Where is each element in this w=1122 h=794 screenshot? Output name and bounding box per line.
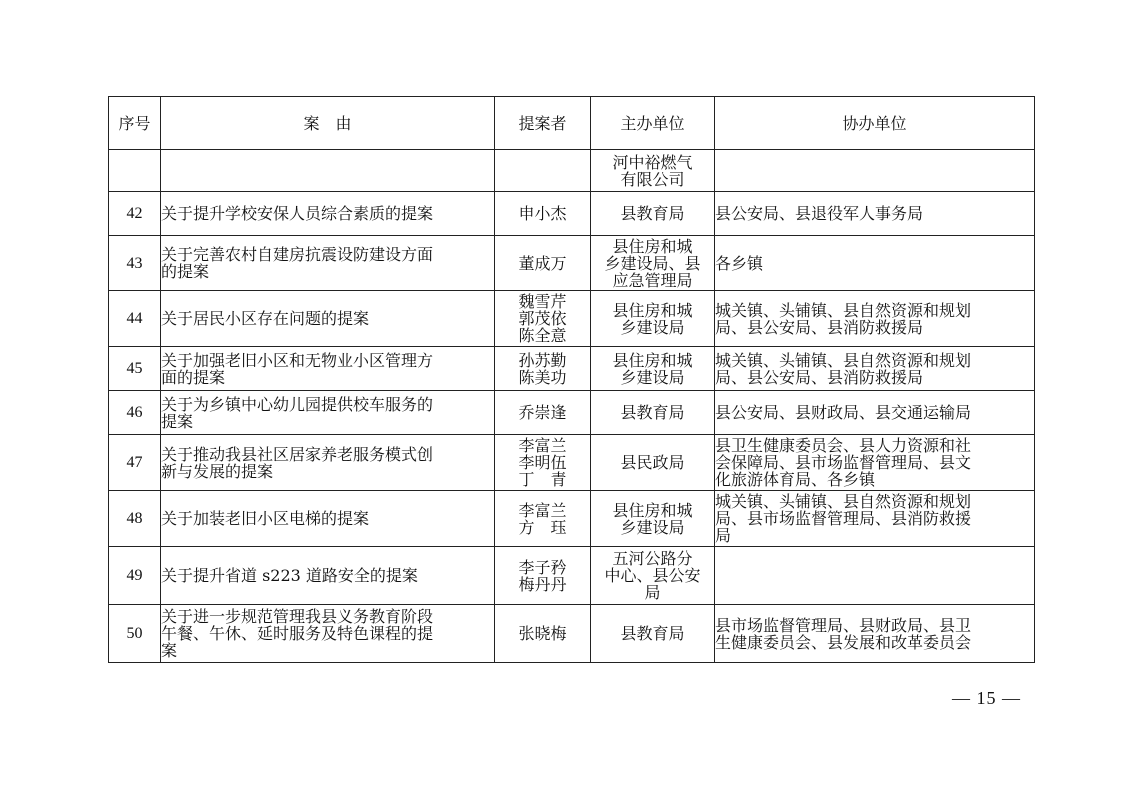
cell-proposer-line: 丁 青 — [518, 470, 567, 489]
table-row — [109, 192, 1035, 236]
cell-proposer-line: 李明伍 — [518, 453, 567, 472]
cell-host-line: 局 — [644, 583, 661, 602]
cell-cohost-line: 各乡镇 — [715, 253, 764, 273]
cell-reason-line: 关于推动我县社区居家养老服务模式创 — [161, 444, 434, 464]
table-row — [109, 150, 1035, 192]
cell-proposer-line: 张晓梅 — [518, 624, 567, 643]
cell-cohost — [715, 391, 1035, 435]
cell-reason-line: 关于进一步规范管理我县义务教育阶段 — [161, 607, 434, 626]
cell-proposer-line: 董成万 — [518, 253, 567, 273]
cell-cohost — [715, 347, 1035, 391]
cell-host — [591, 150, 715, 192]
cell-index: 48 — [109, 491, 161, 547]
cell-reason-line: 关于居民小区存在问题的提案 — [161, 309, 370, 328]
cell-proposer-line: 李富兰 — [518, 500, 567, 520]
table-header-row — [109, 97, 1035, 150]
cell-host — [591, 435, 715, 491]
cell-proposer — [495, 547, 591, 605]
header-index: 序号 — [109, 97, 161, 150]
cell-proposer — [495, 435, 591, 491]
cell-proposer-line: 方 珏 — [518, 517, 567, 537]
cell-index: 46 — [109, 391, 161, 435]
cell-reason-line: 关于为乡镇中心幼儿园提供校车服务的 — [161, 394, 434, 414]
cell-cohost — [715, 150, 1035, 192]
header-cohost: 协办单位 — [715, 97, 1035, 150]
cell-host-line: 县住房和城 — [612, 500, 693, 520]
cell-host-line: 县教育局 — [620, 403, 685, 422]
cell-index: 42 — [109, 192, 161, 236]
cell-cohost — [715, 491, 1035, 547]
cell-host — [591, 347, 715, 391]
cell-host-line: 县住房和城 — [612, 350, 693, 370]
cell-reason — [161, 236, 495, 291]
header-proposer: 提案者 — [495, 97, 591, 150]
cell-cohost — [715, 291, 1035, 347]
cell-proposer-line: 李子矜 — [518, 557, 567, 577]
cell-reason-line: 午餐、午休、延时服务及特色课程的提 — [161, 624, 434, 643]
cell-proposer — [495, 192, 591, 236]
cell-host — [591, 391, 715, 435]
header-reason: 案 由 — [161, 97, 495, 150]
cell-host-line: 乡建设局 — [620, 367, 685, 387]
cell-cohost-line: 县卫生健康委员会、县人力资源和社 — [715, 436, 972, 455]
cell-cohost-line: 县公安局、县财政局、县交通运输局 — [715, 403, 972, 422]
cell-reason-line: 面的提案 — [161, 367, 226, 387]
cell-index — [109, 150, 161, 192]
cell-host-line: 县教育局 — [620, 204, 685, 223]
cell-reason-line: 的提案 — [161, 262, 210, 281]
cell-host — [591, 491, 715, 547]
cell-cohost-line: 局、县公安局、县消防救援局 — [715, 317, 924, 337]
cell-host — [591, 547, 715, 605]
cell-host-line: 县住房和城 — [612, 236, 693, 256]
cell-proposer-line: 乔崇逢 — [518, 403, 567, 422]
cell-proposer-line: 李富兰 — [518, 436, 567, 455]
proposal-table — [108, 96, 1035, 663]
cell-reason — [161, 435, 495, 491]
cell-cohost-line: 县公安局、县退役军人事务局 — [715, 204, 924, 223]
cell-index: 49 — [109, 547, 161, 605]
cell-host-line: 乡建设局 — [620, 317, 685, 337]
table-row — [109, 547, 1035, 605]
table-row — [109, 435, 1035, 491]
cell-index: 44 — [109, 291, 161, 347]
cell-reason-line: 提案 — [161, 411, 194, 431]
cell-reason — [161, 150, 495, 192]
cell-proposer — [495, 347, 591, 391]
cell-cohost-line: 城关镇、头铺镇、县自然资源和规划 — [715, 492, 972, 511]
cell-cohost — [715, 236, 1035, 291]
cell-reason — [161, 291, 495, 347]
cell-reason — [161, 491, 495, 547]
cell-host-line: 中心、县公安 — [604, 566, 701, 585]
cell-proposer — [495, 491, 591, 547]
header-host: 主办单位 — [591, 97, 715, 150]
table-row — [109, 491, 1035, 547]
cell-proposer-line: 郭茂依 — [518, 309, 567, 328]
cell-host — [591, 291, 715, 347]
cell-reason — [161, 347, 495, 391]
cell-host-line: 河中裕燃气 — [612, 152, 693, 172]
table-row — [109, 391, 1035, 435]
cell-host-line: 乡建设局 — [620, 517, 685, 537]
cell-index: 45 — [109, 347, 161, 391]
cell-cohost-line: 城关镇、头铺镇、县自然资源和规划 — [715, 350, 972, 370]
table-body — [109, 150, 1035, 663]
cell-host-line: 县住房和城 — [612, 300, 693, 320]
cell-host — [591, 192, 715, 236]
cell-proposer — [495, 150, 591, 192]
cell-cohost-line: 局、县市场监督管理局、县消防救援 — [715, 509, 972, 528]
cell-reason-line: 关于完善农村自建房抗震设防建设方面 — [161, 245, 434, 264]
cell-proposer-line: 孙苏勤 — [518, 350, 567, 370]
cell-cohost — [715, 605, 1035, 663]
cell-cohost — [715, 192, 1035, 236]
page-number: — 15 — — [952, 688, 1021, 708]
cell-reason-line: 新与发展的提案 — [161, 461, 274, 481]
cell-reason-line: 关于提升学校安保人员综合素质的提案 — [161, 204, 434, 223]
cell-cohost-line: 县市场监督管理局、县财政局、县卫 — [715, 615, 972, 635]
cell-host-line: 有限公司 — [620, 169, 685, 189]
cell-cohost-line: 局、县公安局、县消防救援局 — [715, 367, 924, 387]
cell-host-line: 县民政局 — [620, 453, 685, 472]
table-row — [109, 605, 1035, 663]
cell-cohost — [715, 547, 1035, 605]
cell-cohost — [715, 435, 1035, 491]
cell-host-line: 乡建设局、县 — [604, 253, 701, 273]
cell-host-line: 五河公路分 — [612, 549, 693, 568]
table-row — [109, 236, 1035, 291]
cell-proposer-line: 申小杰 — [518, 204, 567, 223]
cell-proposer — [495, 605, 591, 663]
cell-host-line: 应急管理局 — [612, 270, 693, 290]
table-row — [109, 291, 1035, 347]
cell-proposer — [495, 236, 591, 291]
cell-proposer — [495, 391, 591, 435]
cell-proposer-line: 魏雪芹 — [518, 292, 567, 311]
cell-host — [591, 605, 715, 663]
cell-index: 47 — [109, 435, 161, 491]
cell-proposer-line: 陈全意 — [518, 326, 567, 345]
table-row — [109, 347, 1035, 391]
cell-proposer-line: 梅丹丹 — [518, 574, 567, 594]
cell-cohost-line: 化旅游体育局、各乡镇 — [715, 470, 876, 489]
cell-index: 50 — [109, 605, 161, 663]
cell-reason — [161, 192, 495, 236]
cell-reason — [161, 605, 495, 663]
cell-reason-line: 案 — [161, 641, 178, 660]
cell-cohost-line: 城关镇、头铺镇、县自然资源和规划 — [715, 300, 972, 320]
cell-reason — [161, 391, 495, 435]
cell-index: 43 — [109, 236, 161, 291]
cell-proposer — [495, 291, 591, 347]
cell-host-line: 县教育局 — [620, 624, 685, 643]
cell-host — [591, 236, 715, 291]
cell-cohost-line: 局 — [715, 526, 732, 545]
cell-proposer-line: 陈美功 — [518, 367, 567, 387]
cell-cohost-line: 会保障局、县市场监督管理局、县文 — [715, 453, 972, 472]
cell-reason-line: 关于加强老旧小区和无物业小区管理方 — [161, 350, 434, 370]
cell-reason — [161, 547, 495, 605]
cell-reason-line: 关于提升省道 s223 道路安全的提案 — [161, 566, 418, 585]
cell-reason-line: 关于加装老旧小区电梯的提案 — [161, 509, 370, 528]
cell-cohost-line: 生健康委员会、县发展和改革委员会 — [715, 632, 972, 652]
